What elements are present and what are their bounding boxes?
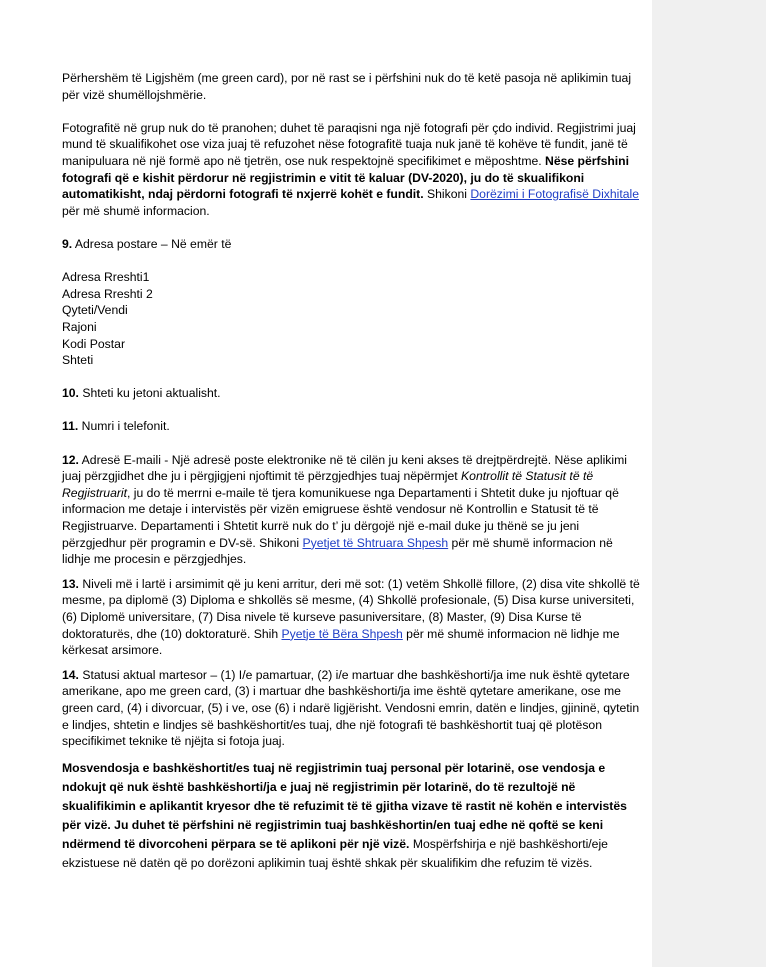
address-postal-code: Kodi Postar bbox=[62, 336, 126, 351]
item-9-heading bbox=[62, 236, 644, 253]
address-country: Shteti bbox=[62, 353, 94, 368]
item-11-text: Numri i telefonit. bbox=[78, 419, 170, 434]
item-12-number: 12. bbox=[62, 452, 79, 467]
closing-text: Mospërfshirja e një bashkëshorti/eje ekzistuese në datën që po dorëzoni aplikimin tuaj është shkak për skualifikim dhe refuzim të vizës. bbox=[62, 836, 608, 870]
address-line-1: Adresa Rreshti1 bbox=[62, 270, 150, 285]
paragraph-photos bbox=[62, 120, 644, 220]
document-body bbox=[62, 70, 644, 889]
closing-paragraph bbox=[62, 759, 644, 873]
photos-warning: Nëse përfshini fotografi që e kishit përdorur në regjistrimin e vitit të kaluar (DV-2020), ju do të skualifikoni automatikisht, ndaj përdorni fotografi të nxjerrë kohët e fundit. bbox=[62, 153, 630, 202]
photos-text: Fotografitë në grup nuk do të pranohen; duhet të paraqisni nga një fotografi për çdo individ. Regjistrimi juaj mund të skualifikohet ose viza juaj të refuzohet nëse fotografitë tuaja nuk janë të kohëve të fundit, janë të manipuluara në një formë apo në tjetrën, ose nuk respektojnë specifikimet e mëposhtme. bbox=[62, 120, 636, 168]
item-10 bbox=[62, 385, 644, 402]
address-line-2: Adresa Rreshti 2 bbox=[62, 286, 153, 301]
photos-see: Shikoni bbox=[423, 187, 471, 202]
address-lines bbox=[62, 269, 644, 369]
item-10-number: 10. bbox=[62, 386, 79, 401]
item-14-number: 14. bbox=[62, 667, 79, 682]
faq-link-education[interactable]: Pyetje të Bëra Shpesh bbox=[281, 626, 403, 641]
item-9-number: 9. bbox=[62, 236, 73, 251]
item-9-text: Adresa postare – Në emër të bbox=[72, 236, 232, 251]
item-11-number: 11. bbox=[62, 419, 79, 434]
address-region: Rajoni bbox=[62, 319, 97, 334]
address-city: Qyteti/Vendi bbox=[62, 303, 128, 318]
item-14 bbox=[62, 667, 644, 750]
item-13-text: Niveli më i lartë i arsimimit që ju keni arritur, deri më sot: (1) vetëm Shkollë fillore, (2) disa vite shkollë të mesme, pa diplomë (3) Diploma e shkollës së mesme, (4) Shkollë profesionale, (5) Disa kurse universiteti, (6) Diplomë universitare, (7) Disa nivele të kurseve pasuniversitare, (8) Master, (9) Disa Kurse të doktoraturës, dhe (10) doktoraturë. Shih bbox=[62, 576, 640, 641]
item-12-text: Adresë E-maili - Një adresë poste elektronike në të cilën ju keni akses të drejtpërdrejtë. Nëse aplikimi juaj përzgjidhet dhe ju i përgjigjeni njoftimit të përzgjedhjes tuaj nëpërmjet bbox=[62, 452, 627, 484]
item-12 bbox=[62, 452, 644, 568]
item-11 bbox=[62, 418, 644, 435]
photos-more: për më shumë informacion. bbox=[62, 203, 210, 218]
closing-warning: Mosvendosja e bashkëshortit/es tuaj në regjistrimin tuaj personal për lotarinë, ose vendosja e ndokujt që nuk është bashkëshorti/ja e juaj në regjistrimin për lotarinë, do të rezultojë në skualifikimin e aplikantit kryesor dhe të refuzimit të të gjitha vizave të rastit në kohën e intervistës për vizë. Ju duhet të përfshini në regjistrimin tuaj bashkëshortin/en tuaj edhe në qoftë se keni ndërmend të divorcoheni përpara se të aplikoni për një vizë. bbox=[62, 760, 627, 851]
item-13-more: për më shumë informacion në lidhje me kërkesat arsimore. bbox=[62, 626, 620, 658]
faq-link-selection[interactable]: Pyetjet të Shtruara Shpesh bbox=[302, 535, 449, 550]
paragraph-green-card: Përhershëm të Ligjshëm (me green card), por në rast se i përfshini nuk do të ketë pasoja në aplikimin tuaj për vizë shumëllojshmërie. bbox=[62, 71, 632, 102]
item-12-status-check: Kontrollit të Statusit të të Regjistruarit bbox=[62, 469, 594, 500]
item-12-more: për më shumë informacion në lidhje me procesin e përzgjedhjes. bbox=[62, 535, 613, 567]
item-14-text: Statusi aktual martesor – (1) I/e pamartuar, (2) i/e martuar dhe bashkëshorti/ja ime nuk është qytetare amerikane, apo me green card, (3) i martuar dhe bashkëshorti/ja ime është qytetare amerikane, ose me green card, (4) i divorcuar, (5) i ve, ose (6) i ndarë ligjërisht. Vendosni emrin, datën e lindjes, gjininë, qytetin e lindjes, shtetin e lindjes së bashkëshortit/es tuaj, dhe një fotografi të bashkëshortit tuaj që plotëson specifikimet teknike të njëjta si fotoja juaj. bbox=[62, 667, 640, 749]
viewer-gutter bbox=[652, 0, 766, 967]
item-13 bbox=[62, 576, 644, 659]
item-12-text-cont: , ju do të merrni e-maile të tjera komunikuese nga Departamenti i Shtetit duke ju njoftuar që informacion me detaje i intervistës për vizën emigruese është vendosur në Kontrollin e Statusit të të Regjistruarve. Departamenti i Shtetit kurrë nuk do t’ ju dërgojë një e-mail duke ju thënë se ju jeni përzgjedhur për programin e DV-së. Shikoni bbox=[62, 485, 619, 550]
item-13-number: 13. bbox=[62, 576, 79, 591]
digital-photo-link[interactable]: Dorëzimi i Fotografisë Dixhitale bbox=[470, 187, 640, 202]
item-10-text: Shteti ku jetoni aktualisht. bbox=[78, 386, 221, 401]
